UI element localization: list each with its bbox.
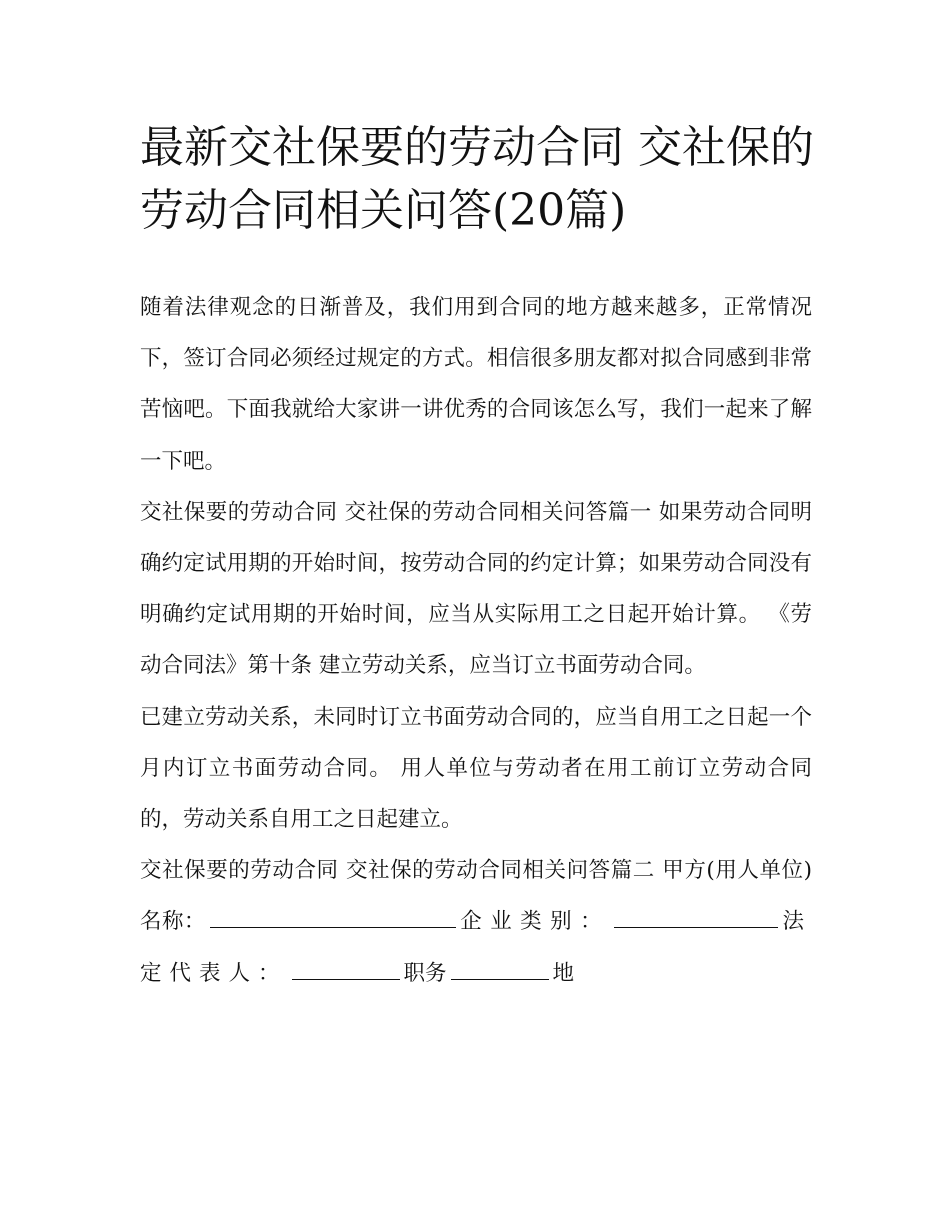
enterprise-category-blank (614, 905, 778, 928)
paragraph-contract-form (140, 845, 812, 999)
legal-representative-blank (292, 957, 400, 980)
legal-representative-label: 法定代表人： (140, 909, 812, 986)
paragraph-probation: 交社保要的劳动合同 交社保的劳动合同相关问答篇一 如果劳动合同明确约定试用期的开始时间，按劳动合同的约定计算；如果劳动合同没有明确约定试用期的开始时间，应当从实际用工之日起开始计算。 《劳动合同法》第十条 建立劳动关系，应当订立书面劳动合同。 (140, 499, 812, 679)
paragraph-labor-relation: 已建立劳动关系，未同时订立书面劳动合同的，应当自用工之日起一个月内订立书面劳动合同。 用人单位与劳动者在用工前订立劳动合同的，劳动关系自用工之日起建立。 (140, 704, 812, 833)
position-blank (451, 957, 549, 980)
enterprise-category-label: 企业类别： (459, 909, 611, 935)
employer-name-blank (210, 905, 456, 928)
address-label: 地 (552, 960, 575, 986)
form-lead-text: 交社保要的劳动合同 交社保的劳动合同相关问答篇二 甲方(用人单位)名称： (140, 858, 812, 935)
position-label: 职务 (403, 960, 447, 986)
document-title: 最新交社保要的劳动合同 交社保的劳动合同相关问答(20篇) (140, 122, 814, 236)
paragraph-intro: 随着法律观念的日渐普及，我们用到合同的地方越来越多，正常情况下，签订合同必须经过规定的方式。相信很多朋友都对拟合同感到非常苦恼吧。下面我就给大家讲一讲优秀的合同该怎么写，我们一起来了解一下吧。 (140, 295, 812, 474)
document-body (140, 282, 812, 999)
